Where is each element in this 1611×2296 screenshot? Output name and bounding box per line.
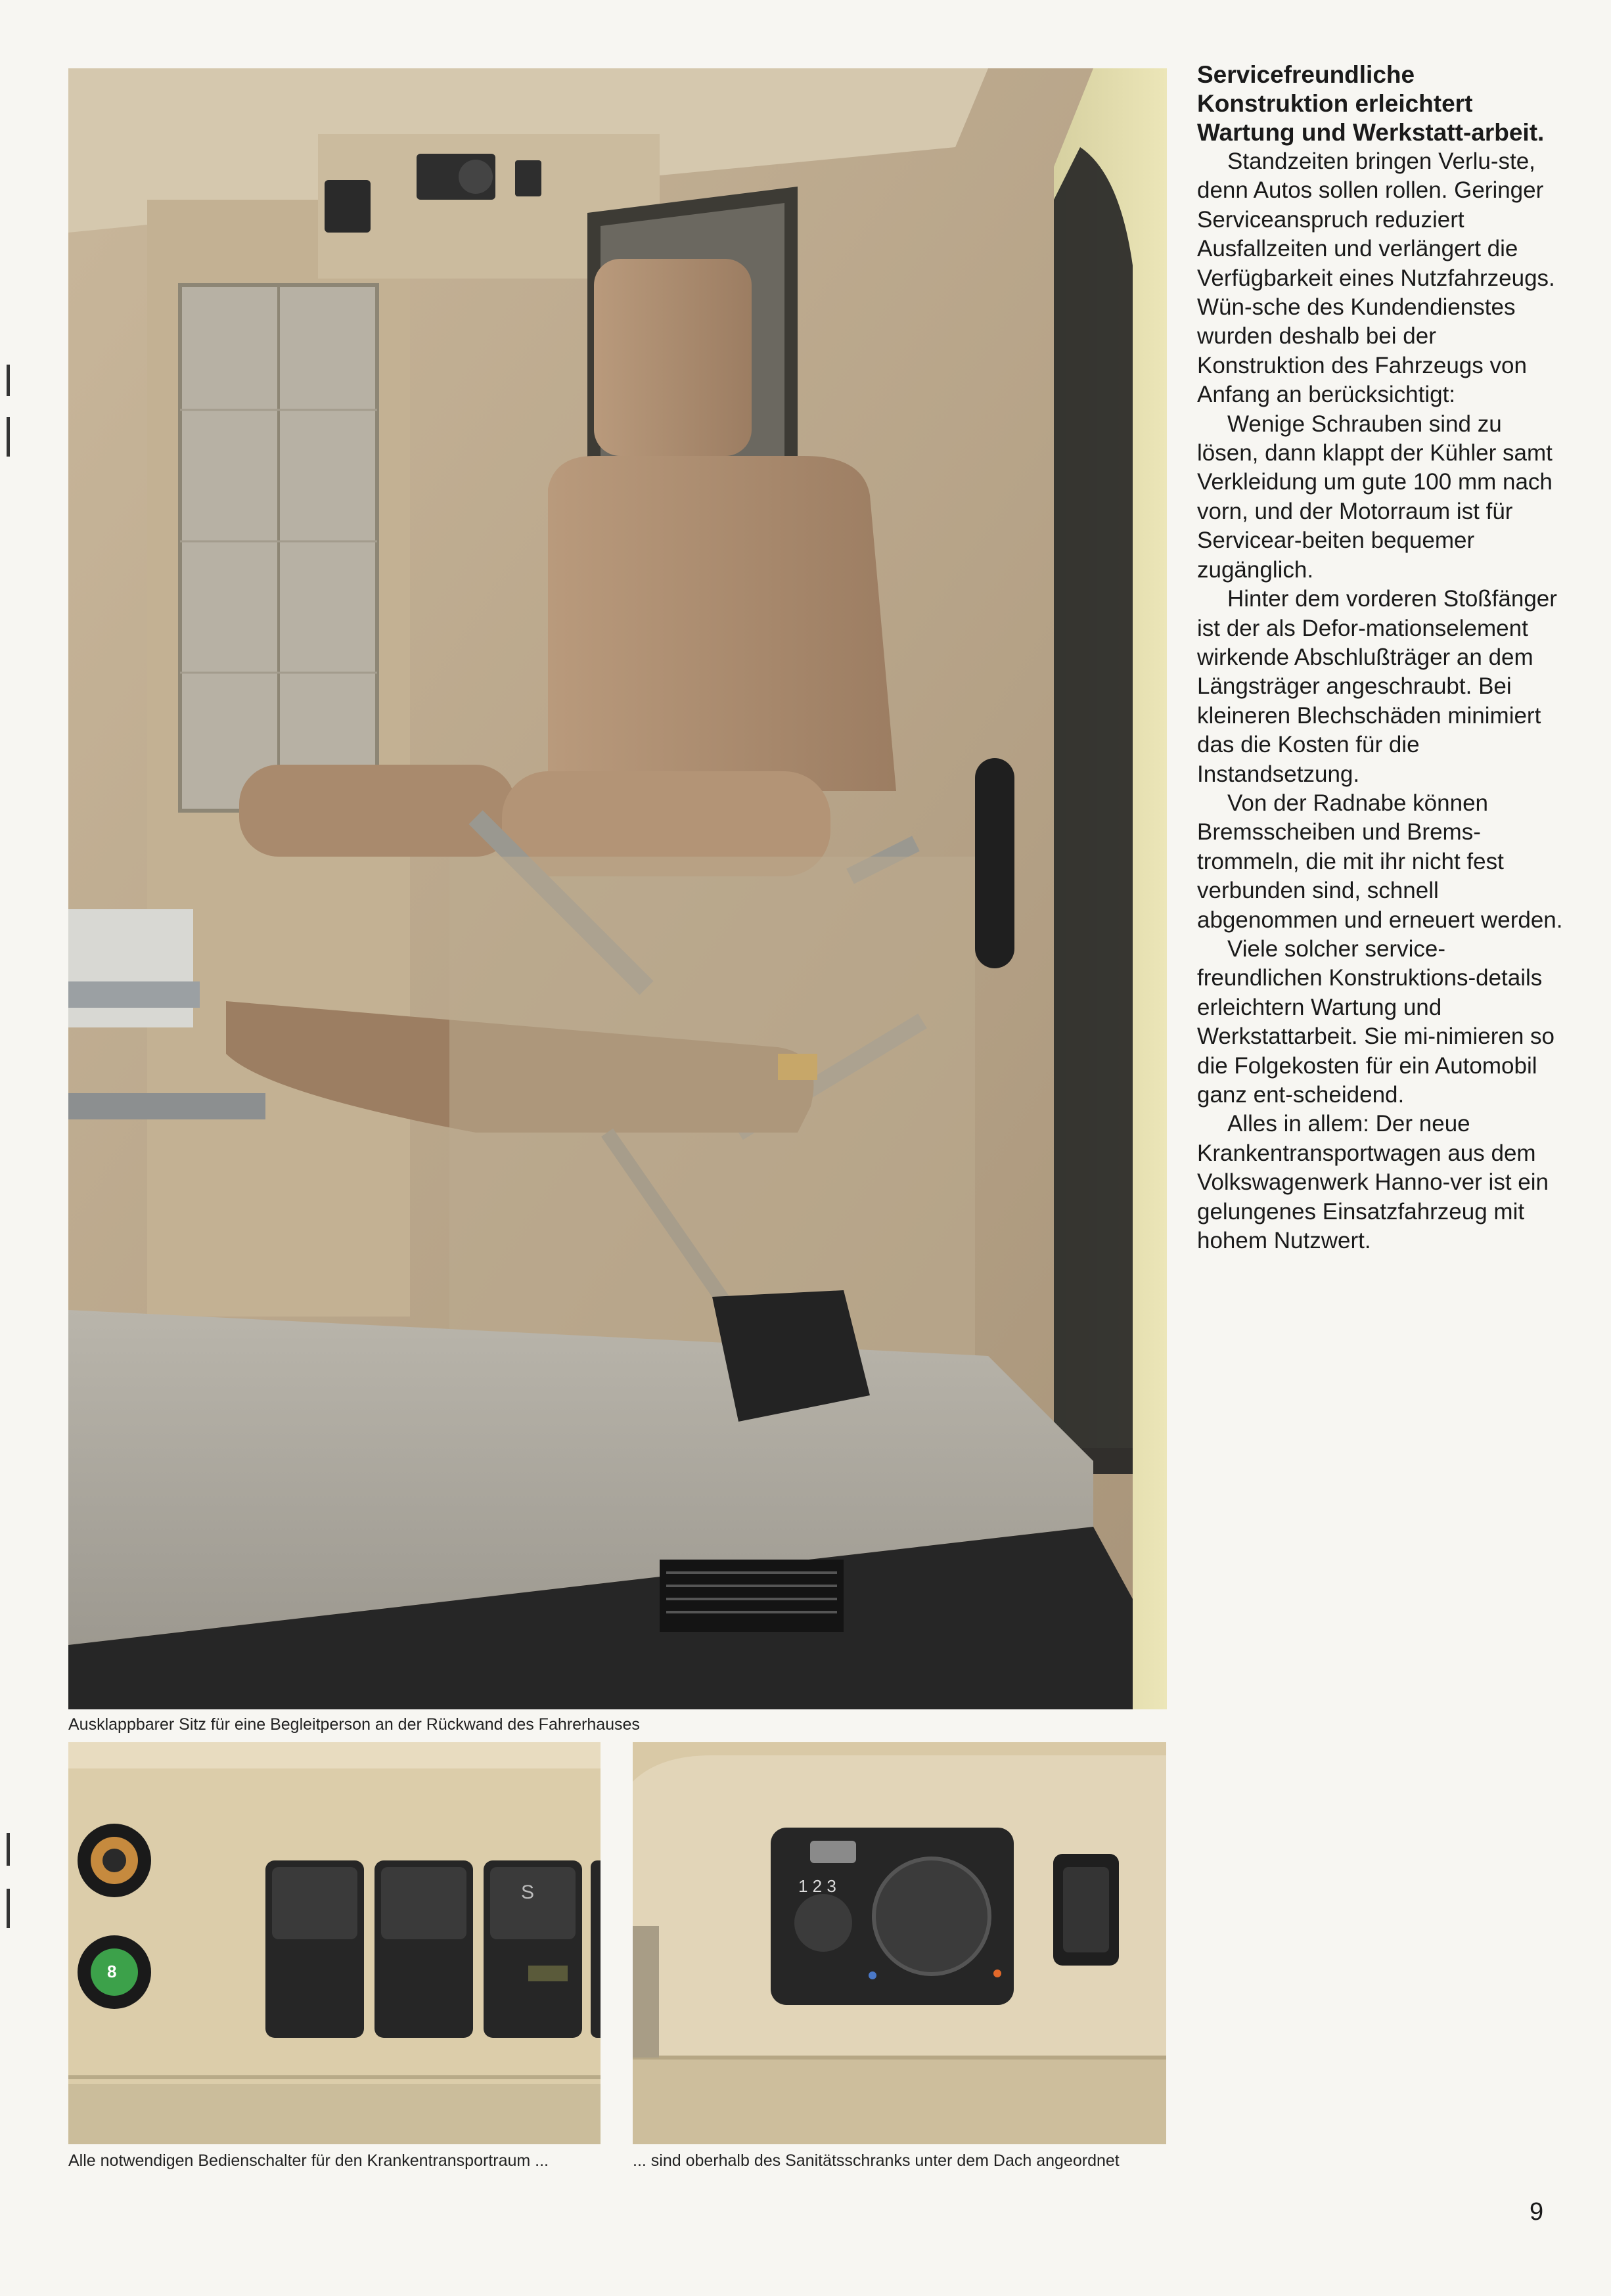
fan-speed-labels: 1 2 3 — [798, 1876, 836, 1896]
crop-mark — [7, 365, 10, 396]
article-paragraph: Viele solcher service-freundlichen Konstruktions-details erleichtern Wartung und Werkstattarbeit. Sie mi-nimieren so die Folgekosten für ein Automobil ganz ent-scheidend. — [1197, 935, 1554, 1108]
bottom-right-caption: ... sind oberhalb des Sanitätsschranks unter dem Dach angeordnet — [633, 2151, 1120, 2170]
article-paragraph: Von der Radnabe können Bremsscheiben und Brems-trommeln, die mit ihr nicht fest verbunden sind, schnell abgenommen und erneuert werden. — [1197, 790, 1563, 933]
switch-letter-label: S — [521, 1881, 535, 1903]
article-paragraph: Wenige Schrauben sind zu lösen, dann klappt der Kühler samt Verkleidung um gute 100 mm nach vorn, und der Motorraum ist für Servicear-beiten bequemer zugänglich. — [1197, 411, 1553, 583]
crop-mark — [7, 1889, 10, 1928]
crop-mark — [7, 1833, 10, 1866]
page-number: 9 — [1530, 2198, 1544, 2226]
article-paragraph: Standzeiten bringen Verlu-ste, denn Autos sollen rollen. Geringer Serviceanspruch reduziert Ausfallzeiten und verlängert die Verfügbarkeit eines Nutzfahrzeugs. Wün-sche des Kundendienstes wurden deshalb bei der Konstruktion des Fahrzeugs von Anfang an berücksichtigt: — [1197, 148, 1555, 408]
photo-fan-control — [633, 1742, 1166, 2144]
article-body — [1197, 147, 1565, 1255]
crop-mark — [7, 417, 10, 457]
bottom-left-caption: Alle notwendigen Bedienschalter für den Krankentransportraum ... — [68, 2151, 549, 2170]
article-paragraph: Hinter dem vorderen Stoßfänger ist der als Defor-mationselement wirkende Abschlußträger an dem Längsträger angeschraubt. Bei kleineren Blechschäden minimiert das die Kosten für die Instandsetzung. — [1197, 586, 1557, 787]
main-photo-caption: Ausklappbarer Sitz für eine Begleitperson an der Rückwand des Fahrerhauses — [68, 1715, 640, 1734]
article-paragraph: Alles in allem: Der neue Krankentransportwagen aus dem Volkswagenwerk Hanno-ver ist ein gelungenes Einsatzfahrzeug mit hohem Nutzwert. — [1197, 1111, 1549, 1254]
article-column — [1197, 60, 1565, 1255]
article-heading: Servicefreundliche Konstruktion erleichtert Wartung und Werkstatt-arbeit. — [1197, 61, 1545, 146]
main-photo-folding-seat — [68, 68, 1167, 1709]
photo-control-switches — [68, 1742, 601, 2144]
button-digit-label: 8 — [107, 1962, 117, 1981]
